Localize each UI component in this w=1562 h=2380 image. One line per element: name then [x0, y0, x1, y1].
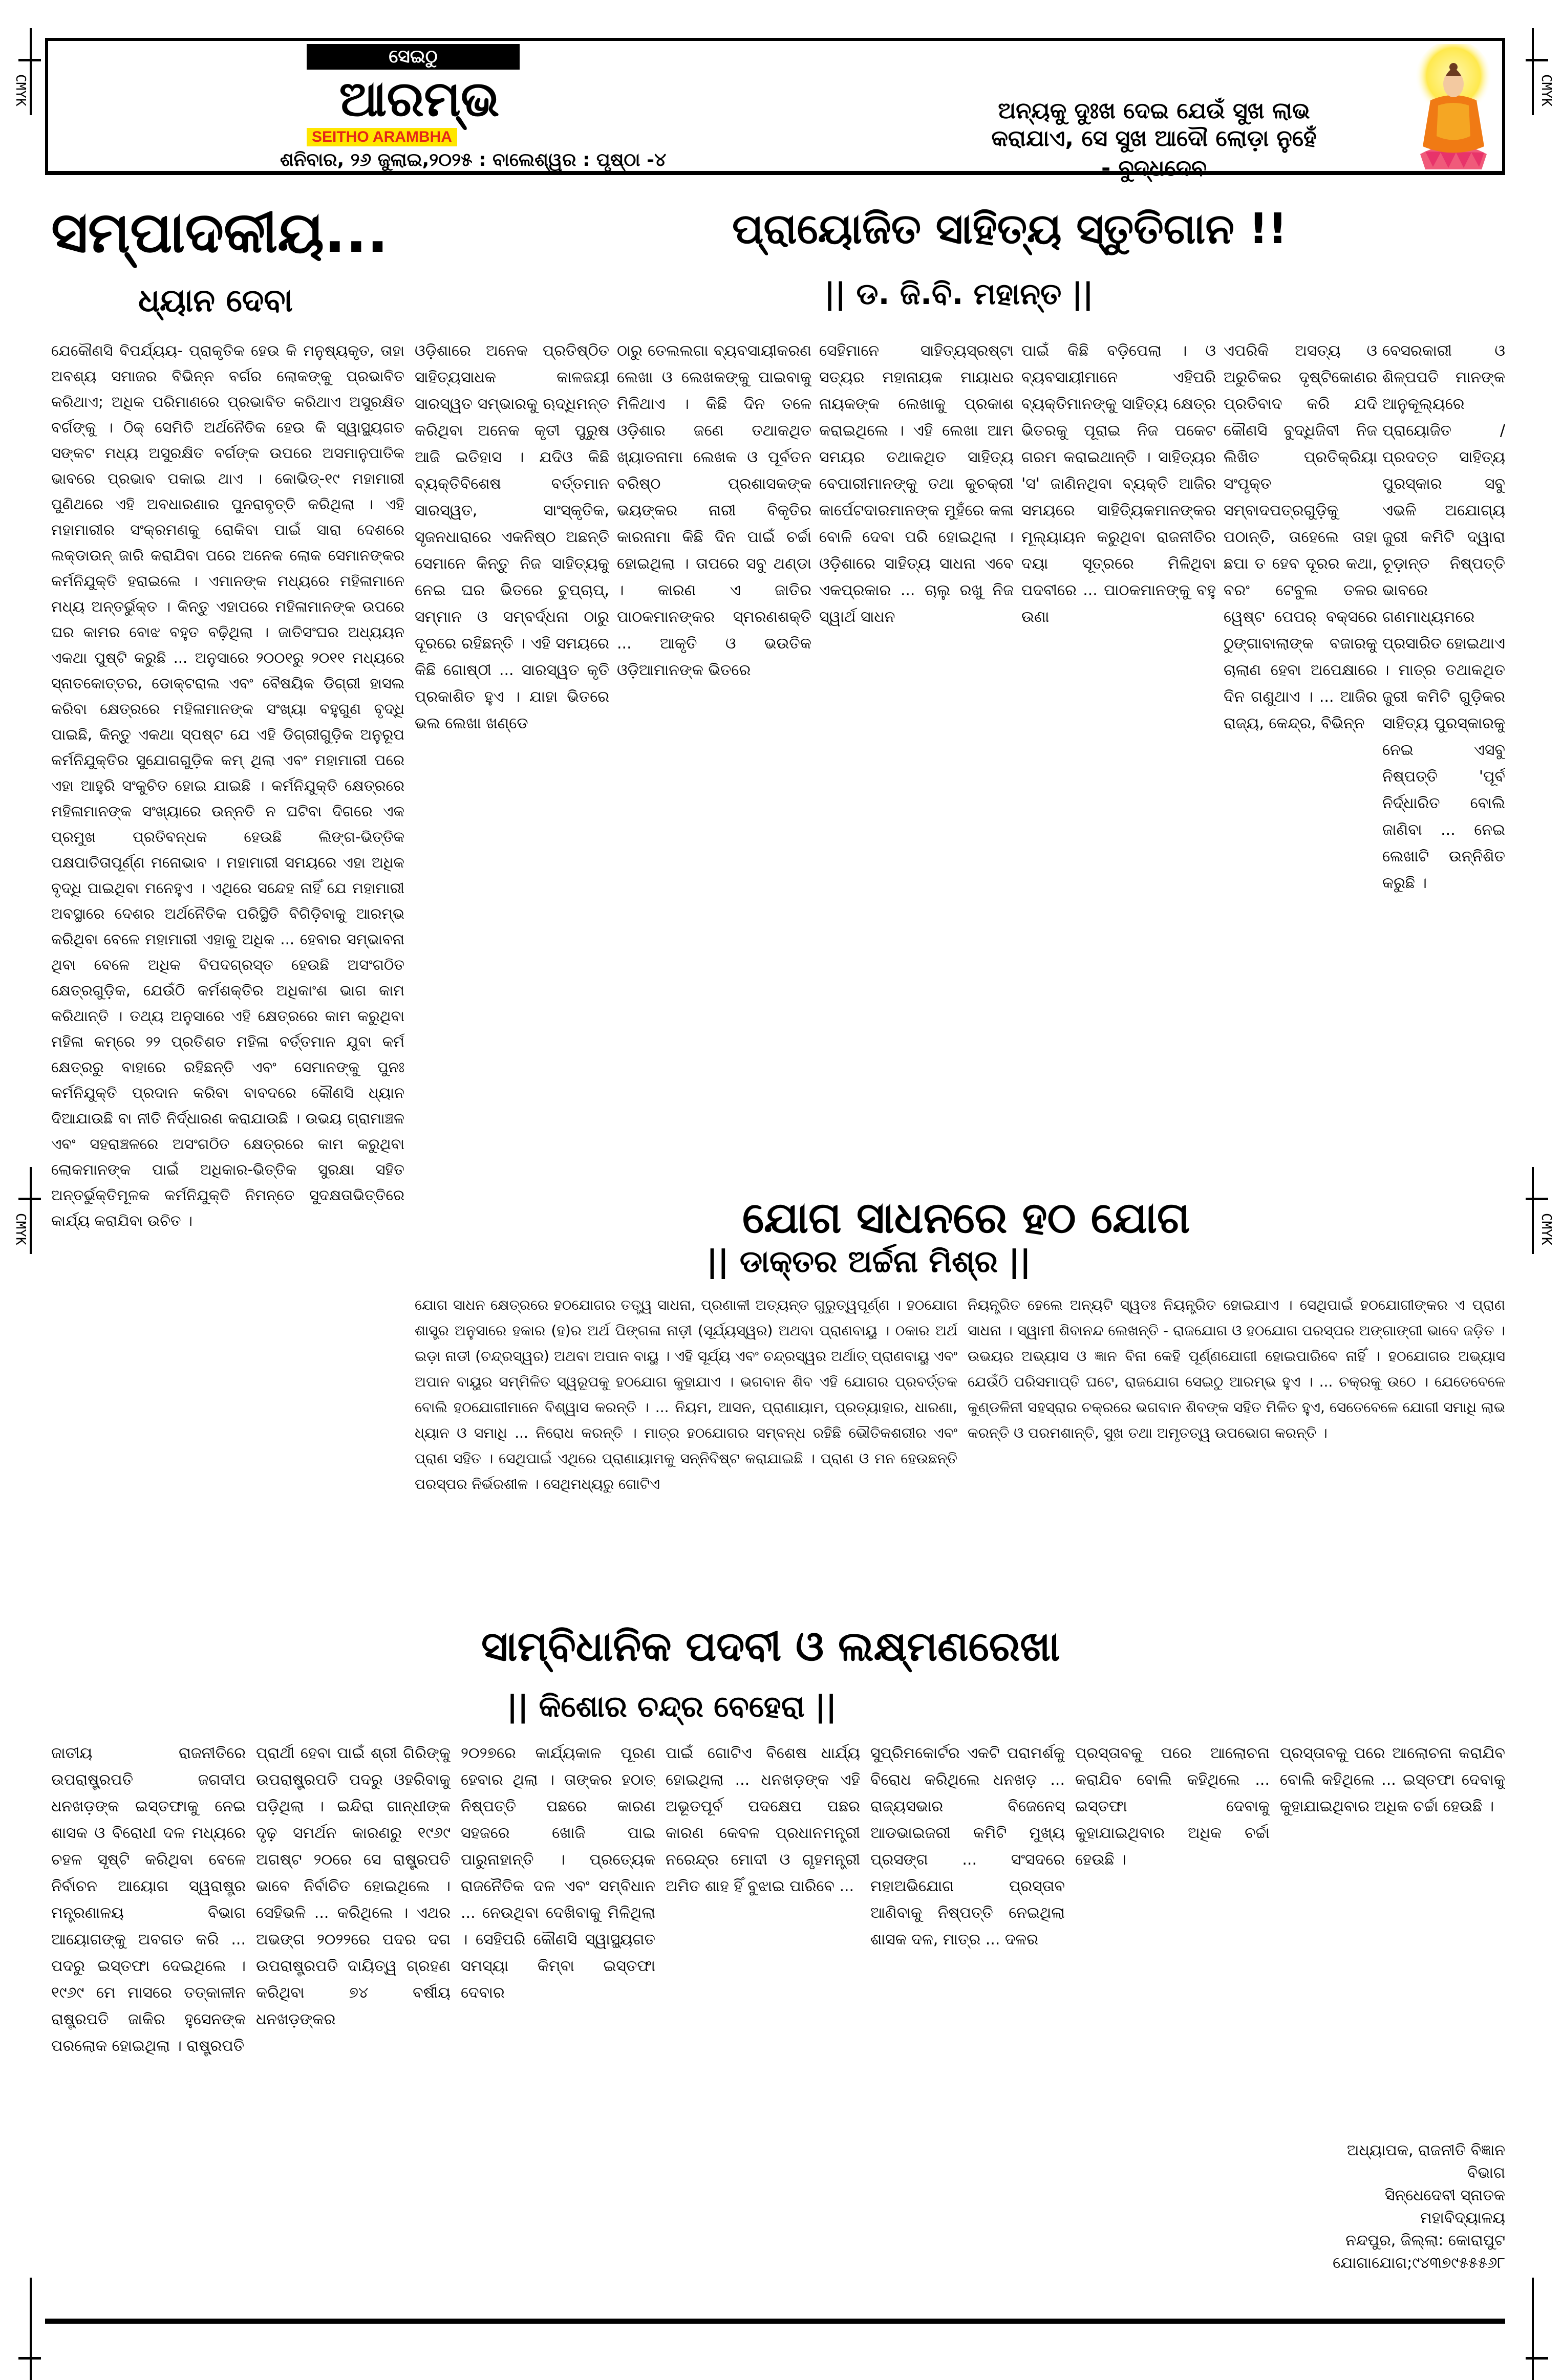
- editorial-heading: ସମ୍ପାଦକୀୟ...: [51, 200, 389, 265]
- article-1-column-4: [1021, 338, 1216, 1167]
- author-location: ନନ୍ଦପୁର, ଜିଲ୍ଲା: କୋରାପୁଟ: [1345, 2232, 1505, 2249]
- dateline: ଶନିବାର, ୨୬ ଜୁଲାଇ,୨୦୨୫ : ବାଲେଶ୍ୱର : ପୃଷ୍ଠା -୪: [280, 149, 667, 170]
- registration-mark-bottom-right: [1526, 2267, 1561, 2370]
- column-text: ସେହିମାନେ ସାହିତ୍ୟସ୍ରଷ୍ଟା ସତ୍ୟର ମହାନାୟକ ମାୟାଧର ନାୟକଙ୍କ ଲେଖାକୁ ପ୍ରକାଶ କରାଇଥିଲେ । ଏହି ଲେଖା ଆମ ସମୟର ତଥାକଥିତ ସାହିତ୍ୟ ବେପାରୀମାନଙ୍କୁ ତଥା କୁଚକ୍ରୀ କାର୍ପେଟଦାରମାନଙ୍କ ମୁହଁରେ କଳା ବୋଳି ଦେବା ପରି ହୋଇଥିଲା । ଓଡ଼ିଶାରେ ସାହିତ୍ୟ ସାଧନା ଏବେ ଏକପ୍ରକାର ... ଚାଲୁ ରଖୁ ନିଜ ସ୍ୱାର୍ଥ ସାଧନ: [819, 342, 1014, 626]
- registration-label: CMYK: [13, 74, 28, 106]
- column-text: ଯୋଗ ସାଧନ କ୍ଷେତ୍ରରେ ହଠଯୋଗର ତତ୍ତ୍ୱ ସାଧନା, ପ୍ରଣାଳୀ ଅତ୍ୟନ୍ତ ଗୁରୁତ୍ୱପୂର୍ଣ୍ଣ । ହଠଯୋଗ ଶାସ୍ତ୍ର ଅନୁସାରେ ହକାର (ହ)ର ଅର୍ଥ ପିଙ୍ଗଳା ନାଡ଼ୀ (ସୂର୍ଯ୍ୟସ୍ୱର) ଅଥବା ପ୍ରାଣବାୟୁ । ଠକାର ଅର୍ଥ ଇଡ଼ା ନାଡୀ (ଚନ୍ଦ୍ରସ୍ୱର) ଅଥବା ଅପାନ ବାୟୁ । ଏହି ସୂର୍ଯ୍ୟ ଏବଂ ଚନ୍ଦ୍ରସ୍ୱର ଅର୍ଥାତ୍ ପ୍ରାଣବାୟୁ ଏବଂ ଅପାନ ବାୟୁର ସମ୍ମିଳିତ ସ୍ୱରୂପକୁ ହଠଯୋଗ କୁହାଯାଏ । ଭଗବାନ ଶିବ ଏହି ଯୋଗର ପ୍ରବର୍ତ୍ତକ ବୋଲି ହଠଯୋଗୀମାନେ ବିଶ୍ୱାସ କରନ୍ତି । ... ନିୟମ, ଆସନ, ପ୍ରାଣାୟାମ, ପ୍ରତ୍ୟାହାର, ଧାରଣା, ଧ୍ୟାନ ଓ ସମାଧି ... ନିରୋଧ କରନ୍ତି । ମାତ୍ର ହଠଯୋଗର ସମ୍ବନ୍ଧ ରହିଛି ଭୌତିକଶରୀର ଏବଂ ପ୍ରାଣ ସହିତ । ସେଥିପାଇଁ ଏଥିରେ ପ୍ରାଣାୟାମକୁ ସନ୍ନିବିଷ୍ଟ କରାଯାଇଛି । ପ୍ରାଣ ଓ ମନ ହେଉଛନ୍ତି ପରସ୍ପର ନିର୍ଭରଶୀଳ । ସେଥିମଧ୍ୟରୁ ଗୋଟିଏ: [415, 1296, 957, 1492]
- editorial-text: ଯେକୌଣସି ବିପର୍ଯ୍ୟୟ- ପ୍ରାକୃତିକ ହେଉ କି ମନୁଷ୍ୟକୃତ, ତାହା ଅବଶ୍ୟ ସମାଜର ବିଭିନ୍ନ ବର୍ଗର ଲୋକଙ୍କୁ ପ୍ରଭାବିତ କରିଥାଏ; ଅଧିକ ପରିମାଣରେ ପ୍ରଭାବିତ କରିଥାଏ ଅସୁରକ୍ଷିତ ବର୍ଗଙ୍କୁ । ଠିକ୍ ସେମିତି ଅର୍ଥନୈତିକ ହେଉ କି ସ୍ୱାସ୍ଥ୍ୟଗତ ସଙ୍କଟ ମଧ୍ୟ ଅସୁରକ୍ଷିତ ବର୍ଗଙ୍କ ଉପରେ ଅସମାନୁପାତିକ ଭାବରେ ପ୍ରଭାବ ପକାଇ ଥାଏ । କୋଭିଡ୍-୧୯ ମହାମାରୀ ପୁଣିଥରେ ଏହି ଅବଧାରଣାର ପୁନରାବୃତ୍ତି କରିଥିଲା । ଏହି ମହାମାରୀର ସଂକ୍ରମଣକୁ ରୋକିବା ପାଇଁ ସାରା ଦେଶରେ ଲକ୍‌ଡାଉନ୍ ଜାରି କରାଯିବା ପରେ ଅନେକ ଲୋକ ସେମାନଙ୍କର କର୍ମନିଯୁକ୍ତି ହରାଇଲେ । ଏମାନଙ୍କ ମଧ୍ୟରେ ମହିଳାମାନେ ମଧ୍ୟ ଅନ୍ତର୍ଭୁକ୍ତ । କିନ୍ତୁ ଏହାପରେ ମହିଳାମାନଙ୍କ ଉପରେ ଘର କାମର ବୋଝ ବହୁତ ବଢ଼ିଥିଲା । ଜାତିସଂଘର ଅଧ୍ୟୟନ ଏକଥା ପୁଷ୍ଟି କରୁଛି ... ଅନୁସାରେ ୨୦୦୧ରୁ ୨୦୧୧ ମଧ୍ୟରେ ସ୍ନାତକୋତ୍ତର, ଡୋକ୍ଟରାଲ ଏବଂ ବୈଷୟିକ ଡିଗ୍ରୀ ହାସଲ କରିବା କ୍ଷେତ୍ରରେ ମହିଳାମାନଙ୍କ ସଂଖ୍ୟା ବହୁଗୁଣ ବୃଦ୍ଧି ପାଇଛି, କିନ୍ତୁ ଏକଥା ସ୍ପଷ୍ଟ ଯେ ଏହି ଡିଗ୍ରୀଗୁଡ଼ିକ ଅନୁରୂପ କର୍ମନିଯୁକ୍ତିର ସୁଯୋଗଗୁଡ଼ିକ କମ୍ ଥିଲା ଏବଂ ମହାମାରୀ ପରେ ଏହା ଆହୁରି ସଂକୁଚିତ ହୋଇ ଯାଇଛି । କର୍ମନିଯୁକ୍ତି କ୍ଷେତ୍ରରେ ମହିଳାମାନଙ୍କ ସଂଖ୍ୟାରେ ଉନ୍ନତି ନ ଘଟିବା ଦିଗରେ ଏକ ପ୍ରମୁଖ ପ୍ରତିବନ୍ଧକ ହେଉଛି ଲିଙ୍ଗ-ଭିତ୍ତିକ ପକ୍ଷପାତିତାପୂର୍ଣ୍ଣ ମନୋଭାବ । ମହାମାରୀ ସମୟରେ ଏହା ଅଧିକ ବୃଦ୍ଧି ପାଇଥିବା ମନେହୁଏ । ଏଥିରେ ସନ୍ଦେହ ନାହିଁ ଯେ ମହାମାରୀ ଅବସ୍ଥାରେ ଦେଶର ଅର୍ଥନୈତିକ ପରିସ୍ଥିତି ବିଗିଡ଼ିବାକୁ ଆରମ୍ଭ କରିଥିବା ବେଳେ ମହାମାରୀ ଏହାକୁ ଅଧିକ ... ହେବାର ସମ୍ଭାବନା ଥିବା ବେଳେ ଅଧିକ ବିପଦଗ୍ରସ୍ତ ହେଉଛି ଅସଂଗଠିତ କ୍ଷେତ୍ରଗୁଡ଼ିକ, ଯେଉଁଠି କର୍ମଶକ୍ତିର ଅଧିକାଂଶ ଭାଗ କାମ କରିଥାନ୍ତି । ତଥ୍ୟ ଅନୁସାରେ ଏହି କ୍ଷେତ୍ରରେ କାମ କରୁଥିବା ମହିଳା କମ୍‌ରେ ୨୨ ପ୍ରତିଶତ ମହିଳା ବର୍ତ୍ତମାନ ଯୁବା କର୍ମ କ୍ଷେତ୍ରରୁ ବାହାରେ ରହିଛନ୍ତି ଏବଂ ସେମାନଙ୍କୁ ପୁନଃ କର୍ମନିଯୁକ୍ତି ପ୍ରଦାନ କରିବା ବାବଦରେ କୌଣସି ଧ୍ୟାନ ଦିଆଯାଉଛି ବା ନୀତି ନିର୍ଦ୍ଧାରଣ କରାଯାଉଛି । ଉଭୟ ଗ୍ରାମାଞ୍ଚଳ ଏବଂ ସହରାଞ୍ଚଳରେ ଅସଂଗଠିତ କ୍ଷେତ୍ରରେ କାମ କରୁଥିବା ଲୋକମାନଙ୍କ ପାଇଁ ଅଧିକାର-ଭିତ୍ତିକ ସୁରକ୍ଷା ସହିତ ଅନ୍ତର୍ଭୁକ୍ତିମୂଳକ କର୍ମନିଯୁକ୍ତି ନିମନ୍ତେ ସୁଦକ୍ଷତାଭିତ୍ତିରେ କାର୍ଯ୍ୟ କରାଯିବା ଉଚିତ ।: [51, 342, 404, 1229]
- buddha-image: [1410, 44, 1497, 172]
- article-3-title: ସାମ୍ବିଧାନିକ ପଦବୀ ଓ ଲକ୍ଷ୍ମଣରେଖା: [481, 1622, 1060, 1670]
- article-2-column-1: [415, 1292, 957, 1559]
- column-text: ପ୍ରାର୍ଥୀ ହେବା ପାଇଁ ଶ୍ରୀ ଗିରିଙ୍କୁ ଉପରାଷ୍ଟ୍ରପତି ପଦରୁ ଓହରିବାକୁ ପଡ଼ିଥିଲା । ଇନ୍ଦିରା ଗାନ୍ଧୀଙ୍କ ଦୃଢ଼ ସମର୍ଥନ କାରଣରୁ ୧୯୬୯ ଅଗଷ୍ଟ ୨୦ରେ ସେ ରାଷ୍ଟ୍ରପତି ଭାବେ ନିର୍ବାଚିତ ହୋଇଥିଲେ । ସେହିଭଳି ... କରିଥିଲେ । ଏଥର ଅଭଙ୍ଗ ୨୦୨୨ରେ ପଦର ଦଗ ଉପରାଷ୍ଟ୍ରପତି ଦାୟିତ୍ୱ ଗ୍ରହଣ କରିଥିବା ୭୪ ବର୍ଷୀୟ ଧନଖଡ଼ଙ୍କର: [256, 1744, 451, 2028]
- column-text: ଏପରିକି ଅସତ୍ୟ ଓ ଅରୁଚିକର ଦୃଷ୍ଟିକୋଣର ପ୍ରତିବାଦ କରି ଯଦି କୌଣସି ବୁଦ୍ଧିଜିବୀ ନିଜ ଲିଖିତ ପ୍ରତିକ୍ରିୟା ସଂପୃକ୍ତ ସମ୍ବାଦପତ୍ରଗୁଡ଼ିକୁ ପଠାନ୍ତି, ତାହେଲେ ତାହା ଛପା ତ ହେବ ଦୂରର କଥା, ବରଂ ଟେବୁଲ ତଳର ୱେଷ୍ଟ ପେପର୍ ବକ୍ସରେ ଠୁଙ୍ଗାବାଲାଙ୍କ ବଜାରକୁ ଚାଲାଣ ହେବା ଅପେକ୍ଷାରେ ଦିନ ଗଣୁଥାଏ । ... ଆଜିର ରାଜ୍ୟ, କେନ୍ଦ୍ର, ବିଭିନ୍ନ: [1224, 342, 1377, 732]
- author-contact: ଯୋଗାଯୋଗ;୯୪୩୭୯୫୫୫୬୮: [1333, 2254, 1505, 2272]
- editorial-body: [51, 338, 404, 1730]
- quote-author: - ବୁଦ୍ଧଦେବ: [1101, 155, 1207, 181]
- article-3-column-3: [461, 1740, 655, 2257]
- column-text: ପ୍ରସ୍ତାବକୁ ପରେ ଆଲୋଚନା କରାଯିବ ବୋଲି କହିଥିଲେ ... ଇସ୍ତଫା ଦେବାକୁ କୁହାଯାଇଥିବାର ଅଧିକ ଚର୍ଚ୍ଚା ହେଉଛି ।: [1075, 1744, 1270, 1869]
- column-text: ପାଇଁ ଗୋଟିଏ ବିଶେଷ ଧାର୍ଯ୍ୟ ହୋଇଥିଲା ... ଧନଖଡ଼ଙ୍କ ଏହି ଅଭୂତପୂର୍ବ ପଦକ୍ଷେପ ପଛର କାରଣ କେବଳ ପ୍ରଧାନମନ୍ତ୍ରୀ ନରେନ୍ଦ୍ର ମୋଦୀ ଓ ଗୃହମନ୍ତ୍ରୀ ଅମିତ ଶାହ ହିଁ ବୁଝାଇ ପାରିବେ ...: [666, 1744, 860, 1895]
- column-text: ଠାରୁ ତେଲଲଗା ବ୍ୟବସାୟୀକରଣ ଲେଖା ଓ ଲେଖକଙ୍କୁ ପାଇବାକୁ ମିଳିଥାଏ । କିଛି ଦିନ ତଳେ ଓଡ଼ିଶାର ଜଣେ ତଥାକଥିତ ଖ୍ୟାତନାମା ଲେଖକ ଓ ପୂର୍ବତନ ବରିଷ୍ଠ ପ୍ରଶାସକଙ୍କ ଭୟଙ୍କର ନାରୀ ବିକୃତିର କାରନାମା କିଛି ଦିନ ପାଇଁ ଚର୍ଚ୍ଚା ହୋଇଥିଲା । ତାପରେ ସବୁ ଥଣ୍ଡା । କାରଣ ଏ ଜାତିର ପାଠକମାନଙ୍କର ସ୍ମରଣଶକ୍ତି ... ଆକୃତି ଓ ଭଉତିକ ଓଡ଼ିଆମାନଙ୍କ ଭିତରେ: [617, 342, 811, 679]
- article-2-byline: || ଡାକ୍ତର ଅର୍ଚ୍ଚନା ମିଶ୍ର ||: [707, 1244, 1031, 1280]
- bottom-rule: [45, 2319, 1505, 2324]
- registration-mark-top-right: [1526, 28, 1561, 253]
- article-3-column-7: [1280, 1740, 1505, 2109]
- logo-english-text: SEITHO ARAMBHA: [307, 128, 457, 146]
- article-3-column-5: [870, 1740, 1065, 2257]
- logo-small-text: ସେଇଠୁ: [307, 44, 520, 70]
- newspaper-logo: [307, 44, 532, 149]
- article-3-column-4: [666, 1740, 860, 2257]
- article-3-column-6: [1075, 1740, 1270, 2257]
- registration-label: CMYK: [13, 1213, 28, 1245]
- masthead: [45, 38, 1505, 181]
- article-1-column-6: [1382, 338, 1505, 1167]
- article-1-column-2: [617, 338, 811, 1167]
- quote-line-2: କରାଯାଏ, ସେ ସୁଖ ଆଦୌ ଲୋଡ଼ା ନୁହେଁ: [991, 125, 1317, 152]
- editorial-title: ଧ୍ୟାନ ଦେବା: [138, 282, 293, 319]
- registration-mark-mid-right: [1526, 1167, 1561, 1392]
- registration-mark-mid-left: [0, 1167, 36, 1392]
- article-3-column-1: [51, 1740, 246, 2257]
- quote-line-1: ଅନ୍ୟକୁ ଦୁଃଖ ଦେଇ ଯେଉଁ ସୁଖ ଲାଭ: [998, 98, 1310, 124]
- registration-label: CMYK: [1538, 1213, 1554, 1245]
- article-1-column-3: [819, 338, 1014, 1167]
- column-text: ବେସରକାରୀ ଓ ଶିଳ୍ପପତି ମାନଙ୍କ ଆନୁକୂଲ୍ୟରେ ପ୍ରାୟୋଜିତ / ପ୍ରଦତ୍ତ ସାହିତ୍ୟ ପୁରସ୍କାର ସବୁ ଏଭଳି ଅଯୋଗ୍ୟ ଜୁରୀ କମିଟି ଦ୍ୱାରା ଚୂଡ଼ାନ୍ତ ନିଷ୍ପତ୍ତି ଭାବରେ ଗଣମାଧ୍ୟମରେ ପ୍ରସାରିତ ହୋଇଥାଏ । ମାତ୍ର ତଥାକଥିତ ଜୁରୀ କମିଟି ଗୁଡ଼ିକର ସାହିତ୍ୟ ପୁରସ୍କାରକୁ ନେଇ ଏସବୁ ନିଷ୍ପତ୍ତି 'ପୂର୍ବ ନିର୍ଦ୍ଧାରିତ ବୋଲି ଜାଣିବା ... ନେଇ ଲେଖାଟି ଉନ୍ନିଶିତ କରୁଛି ।: [1382, 342, 1505, 892]
- article-1-byline: || ଡ. ଜି.ବି. ମହାନ୍ତ ||: [824, 276, 1094, 311]
- registration-mark-top-left: [0, 28, 36, 253]
- article-2-column-2: [968, 1292, 1505, 1559]
- author-college: ସିନ୍ଧେଦେବୀ ସ୍ନାତକ: [1384, 2187, 1505, 2204]
- author-college-2: ମହାବିଦ୍ୟାଳୟ: [1420, 2209, 1505, 2227]
- column-text: ନିୟନ୍ତ୍ରିତ ହେଲେ ଅନ୍ୟଟି ସ୍ୱତଃ ନିୟନ୍ତ୍ରିତ ହୋଇଯାଏ । ସେଥିପାଇଁ ହଠଯୋଗୀଙ୍କର ଏ ପ୍ରାଣ ସାଧନା । ସ୍ୱାମୀ ଶିବାନନ୍ଦ ଲେଖନ୍ତି - ରାଜଯୋଗ ଓ ହଠଯୋଗ ପରସ୍ପର ଅଙ୍ଗାଙ୍ଗୀ ଭାବେ ଜଡ଼ିତ । ଉଭୟର ଅଭ୍ୟାସ ଓ ଜ୍ଞାନ ବିନା କେହି ପୂର୍ଣ୍ଣଯୋଗୀ ହୋଇପାରିବେ ନାହିଁ । ହଠଯୋଗର ଅଭ୍ୟାସ ଯେଉଁଠି ପରିସମାପ୍ତି ଘଟେ, ରାଜଯୋଗ ସେଇଠୁ ଆରମ୍ଭ ହୁଏ । ... ଚକ୍ରକୁ ଉଠେ । ଯେତେବେଳେ କୁଣ୍ଡଳିନୀ ସହସ୍ରାର ଚକ୍ରରେ ଭଗବାନ ଶିବଙ୍କ ସହିତ ମିଳିତ ହୁଏ, ସେତେବେଳେ ଯୋଗୀ ସମାଧି ଲାଭ କରନ୍ତି ଓ ପରମଶାନ୍ତି, ସୁଖ ତଥା ଅମୃତତ୍ୱ ଉପଭୋଗ କରନ୍ତି ।: [968, 1296, 1505, 1441]
- registration-mark-bottom-left: [0, 2267, 36, 2370]
- column-text: ଜାତୀୟ ରାଜନୀତିରେ ଉପରାଷ୍ଟ୍ରପତି ଜଗଦୀପ ଧନଖଡ଼ଙ୍କ ଇସ୍ତଫାକୁ ନେଇ ଶାସକ ଓ ବିରୋଧୀ ଦଳ ମଧ୍ୟରେ ଚହଳ ସୃଷ୍ଟି କରିଥିବା ବେଳେ ନିର୍ବାଚନ ଆୟୋଗ ସ୍ୱରାଷ୍ଟ୍ର ମନ୍ତ୍ରଣାଳୟ ବିଭାଗ ଆୟୋଗଙ୍କୁ ଅବଗତ କରି ... ପଦରୁ ଇସ୍ତଫା ଦେଇଥିଲେ । ୧୯୬୯ ମେ ମାସରେ ତତ୍କାଳୀନ ରାଷ୍ଟ୍ରପତି ଜାକିର ହୁସେନଙ୍କ ପରଲୋକ ହୋଇଥିଲା । ରାଷ୍ଟ୍ରପତି: [51, 1744, 246, 2055]
- author-designation: ଅଧ୍ୟାପକ, ରାଜନୀତି ବିଜ୍ଞାନ: [1346, 2141, 1505, 2159]
- column-text: ସୁପ୍ରିମକୋର୍ଟର ଏକଟି ପରାମର୍ଶକୁ ବିରୋଧ କରିଥିଲେ ଧନଖଡ଼ ... ରାଜ୍ୟସଭାର ବିଜେନେସ୍ ଆଡଭାଇଜରୀ କମିଟି ମୁଖ୍ୟ ପ୍ରସଙ୍ଗ ... ସଂସଦରେ ମହାଅଭିଯୋଗ ପ୍ରସ୍ତାବ ଆଣିବାକୁ ନିଷ୍ପତ୍ତି ନେଇଥିଲା ଶାସକ ଦଳ, ମାତ୍ର ... ଦଳର: [870, 1744, 1065, 1949]
- column-text: ପାଇଁ କିଛି ବଡ଼ିପେଲା । ଓ ବ୍ୟବସାୟୀମାନେ ଏହିପରି ବ୍ୟକ୍ତିମାନଙ୍କୁ ସାହିତ୍ୟ କ୍ଷେତ୍ର ଭିତରକୁ ପୂରାଇ ନିଜ ପକେଟ ଗରମ କରାଇଥାନ୍ତି । ସାହିତ୍ୟର 'ସ' ଜାଣିନଥିବା ବ୍ୟକ୍ତି ଆଜିର ସମୟରେ ସାହିତ୍ୟିକମାନଙ୍କର ମୂଲ୍ୟାୟନ କରୁଥିବା ରାଜନୀତିର ଦୟା ସୂତ୍ରରେ ମିଳିଥିବା ପଦବୀରେ ... ପାଠକମାନଙ୍କୁ ବହୁ ଉଣା: [1021, 342, 1216, 626]
- column-text: ଓଡ଼ିଶାରେ ଅନେକ ପ୍ରତିଷ୍ଠିତ ସାହିତ୍ୟସାଧକ କାଳଜୟୀ ସାରସ୍ୱତ ସମ୍ଭାରକୁ ଋଦ୍ଧିମନ୍ତ କରିଥିବା ଅନେକ କୃତୀ ପୁରୁଷ ଆଜି ଇତିହାସ । ଯଦିଓ କିଛି ବ୍ୟକ୍ତିବିଶେଷ ବର୍ତ୍ତମାନ ସାରସ୍ୱତ, ସାଂସ୍କୃତିକ, ସୃଜନଧାରାରେ ଏକନିଷ୍ଠ ଅଛନ୍ତି ସେମାନେ କିନ୍ତୁ ନିଜ ସାହିତ୍ୟକୁ ନେଇ ଘର ଭିତରେ ଚୁପ୍‌ଚାପ୍, ସମ୍ମାନ ଓ ସମ୍ବର୍ଦ୍ଧନା ଠାରୁ ଦୂରରେ ରହିଛନ୍ତି । ଏହି ସମୟରେ କିଛି ଗୋଷ୍ଠୀ ... ସାରସ୍ୱତ କୃତି ପ୍ରକାଶିତ ହୁଏ । ଯାହା ଭିତରେ ଭଲ ଲେଖା ଖଣ୍ଡେ: [415, 342, 609, 732]
- masthead-quote: [929, 97, 1379, 182]
- article-1-column-1: [415, 338, 609, 1167]
- article-1-column-5: [1224, 338, 1377, 1167]
- article-2-title: ଯୋଗ ସାଧନରେ ହଠ ଯୋଗ: [742, 1193, 1190, 1243]
- article-1-title: ପ୍ରାୟୋଜିତ ସାହିତ୍ୟ ସ୍ତୁତିଗାନ !!: [732, 205, 1288, 253]
- author-department: ବିଭାଗ: [1467, 2164, 1505, 2182]
- author-note: [1280, 2139, 1505, 2275]
- column-text: ୨୦୨୭ରେ କାର୍ଯ୍ୟକାଳ ପୂରଣ ହେବାର ଥିଲା । ତାଙ୍କର ହଠାତ୍ ନିଷ୍ପତ୍ତି ପଛରେ କାରଣ ସହଜରେ ଖୋଜି ପାଇ ପାରୁନାହାନ୍ତି । ପ୍ରତ୍ୟେକ ରାଜନୈତିକ ଦଳ ଏବଂ ସମ୍ବିଧାନ ... ନେଉଥିବା ଦେଖିବାକୁ ମିଳିଥିଲା । ସେହିପରି କୌଣସି ସ୍ୱାସ୍ଥ୍ୟଗତ ସମସ୍ୟା କିମ୍ବା ଇସ୍ତଫା ଦେବାର: [461, 1744, 655, 2002]
- column-text: ପ୍ରସ୍ତାବକୁ ପରେ ଆଲୋଚନା କରାଯିବ ବୋଲି କହିଥିଲେ ... ଇସ୍ତଫା ଦେବାକୁ କୁହାଯାଇଥିବାର ଅଧିକ ଚର୍ଚ୍ଚା ହେଉଛି ।: [1280, 1744, 1505, 1815]
- article-3-byline: || କିଶୋର ଚନ୍ଦ୍ର ବେହେରା ||: [507, 1689, 837, 1724]
- registration-label: CMYK: [1538, 74, 1554, 106]
- article-3-column-2: [256, 1740, 451, 2257]
- logo-main-text: ଆରମ୍ଭ: [339, 70, 500, 127]
